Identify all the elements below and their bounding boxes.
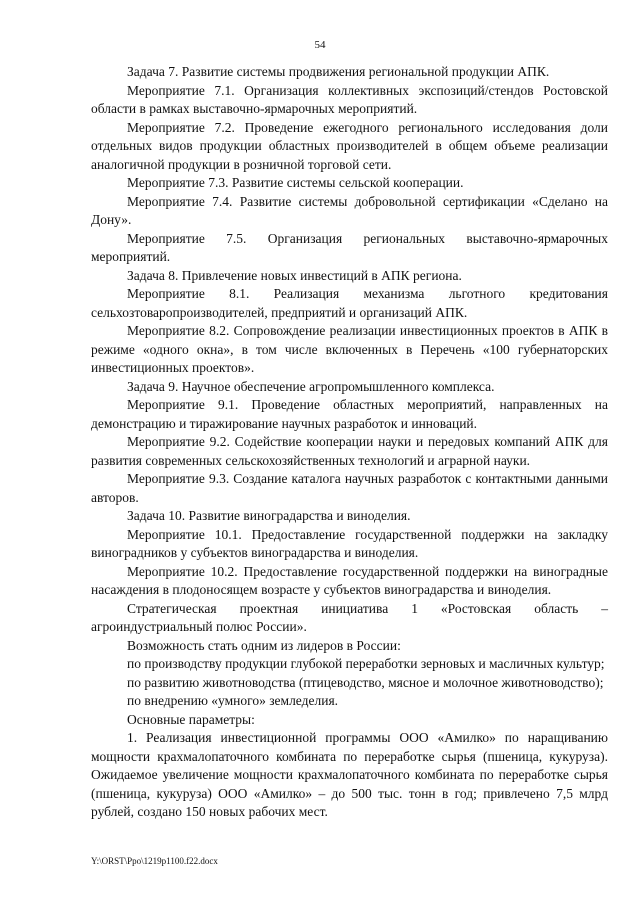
footer-file-path: Y:\ORST\Ppo\1219p1100.f22.docx xyxy=(91,856,218,866)
measure-7-2: Мероприятие 7.2. Проведение ежегодного регионального исследования доли отдельных видов продукции областных производителей в общем объеме реализации аналогичной продукции в розничной торговой сети. xyxy=(91,119,608,172)
task-7-heading: Задача 7. Развитие системы продвижения региональной продукции АПК. xyxy=(127,64,550,79)
measure-7-3: Мероприятие 7.3. Развитие системы сельской кооперации. xyxy=(127,175,464,190)
task-10-heading: Задача 10. Развитие виноградарства и виноделия. xyxy=(127,508,411,523)
measure-10-2: Мероприятие 10.2. Предоставление государственной поддержки на виноградные насаждения в плодоносящем возрасте у субъектов виноградарства и виноделия. xyxy=(91,563,608,597)
measure-9-2: Мероприятие 9.2. Содействие кооперации науки и передовых компаний АПК для развития современных сельскохозяйственных технологий и аграрной науки. xyxy=(91,434,608,468)
measure-9-3: Мероприятие 9.3. Создание каталога научных разработок с контактными данными авторов. xyxy=(91,471,608,505)
measure-10-1: Мероприятие 10.1. Предоставление государственной поддержки на закладку виноградников у субъектов виноградарства и виноделия. xyxy=(91,526,608,560)
measure-9-1: Мероприятие 9.1. Проведение областных мероприятий, направленных на демонстрацию и тиражирование научных разработок и инноваций. xyxy=(91,397,608,431)
document-body xyxy=(91,63,608,822)
main-parameters-heading: Основные параметры: xyxy=(127,711,255,727)
measure-7-5: Мероприятие 7.5. Организация региональных выставочно-ярмарочных мероприятий. xyxy=(91,230,608,264)
strategic-initiative-1: Стратегическая проектная инициатива 1 «Ростовская область – агроиндустриальный полюс России». xyxy=(91,600,608,634)
opportunity-item-livestock: по развитию животноводства (птицеводство, мясное и молочное животноводство); xyxy=(127,674,604,690)
opportunity-item-smart-farming: по внедрению «умного» земледелия. xyxy=(127,693,339,708)
measure-8-2: Мероприятие 8.2. Сопровождение реализации инвестиционных проектов в АПК в режиме «одного окна», в том числе включенных в Перечень «100 губернаторских инвестиционных проектов». xyxy=(91,323,608,375)
parameter-1: 1. Реализация инвестиционной программы ООО «Амилко» по наращиванию мощности крахмалопаточного комбината по переработке сырья (пшеница, кукуруза). Ожидаемое увеличение мощности крахмалопаточного комбината по переработке сырья (пшеница, кукуруза) ООО «Амилко» – до 500 тыс. тонн в год; привлечено 7,5 млрд рублей, создано 150 новых рабочих мест. xyxy=(91,730,608,819)
opportunity-item-processing: по производству продукции глубокой переработки зерновых и масличных культур; xyxy=(127,656,605,671)
leadership-opportunity: Возможность стать одним из лидеров в России: xyxy=(127,637,401,653)
measure-7-4: Мероприятие 7.4. Развитие системы добровольной сертификации «Сделано на Дону». xyxy=(91,193,608,227)
page-number: 54 xyxy=(314,39,326,51)
task-8-heading: Задача 8. Привлечение новых инвестиций в АПК региона. xyxy=(127,267,462,283)
measure-8-1: Мероприятие 8.1. Реализация механизма льготного кредитования сельхозтоваропроизводителей, предприятий и организаций АПК. xyxy=(91,286,608,320)
measure-7-1: Мероприятие 7.1. Организация коллективных экспозиций/стендов Ростовской области в рамках выставочно-ярмарочных мероприятий. xyxy=(91,82,608,116)
task-9-heading: Задача 9. Научное обеспечение агропромышленного комплекса. xyxy=(127,378,495,394)
